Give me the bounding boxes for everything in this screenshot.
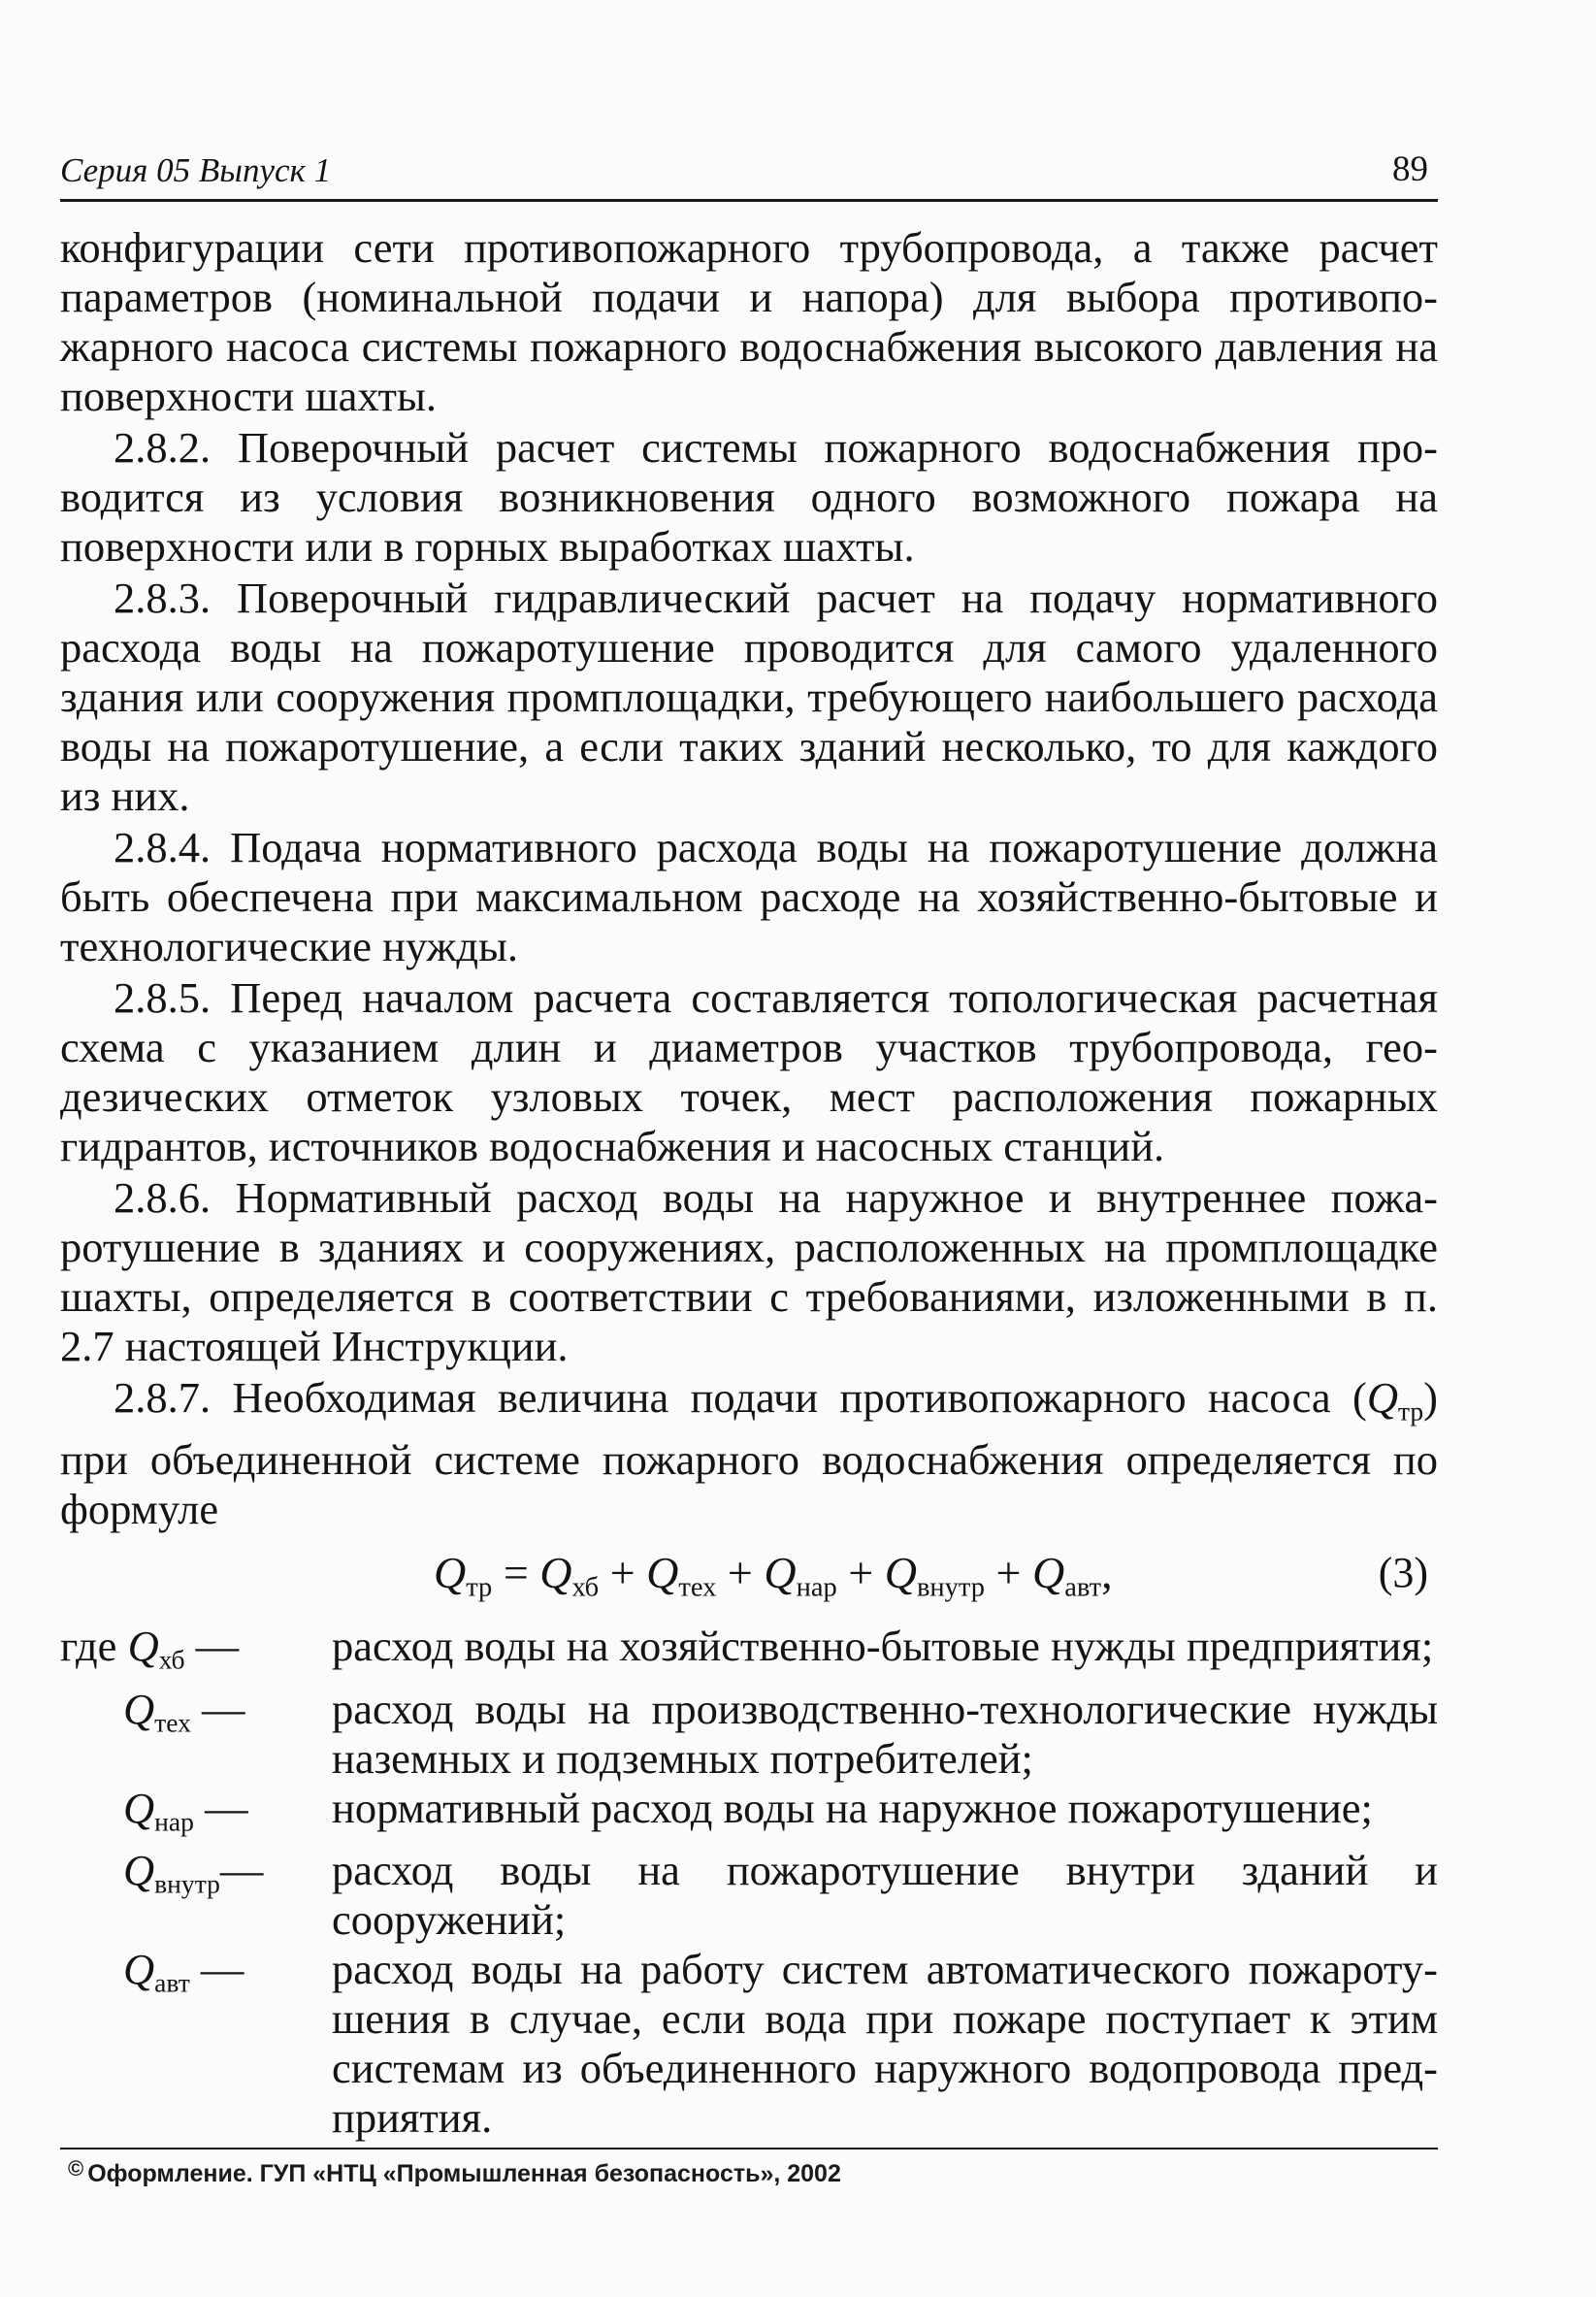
formula-op: + [985,1548,1032,1598]
formula-op: + [599,1548,647,1598]
formula-term-subscript: хб [571,1572,600,1603]
footer-text: Оформление. ГУП «НТЦ «Промышленная безопасность», 2002 [87,2160,841,2187]
paragraph-2-8-7 [60,1373,1438,1534]
definition-term [60,1685,332,1784]
para-start: 2.8.7. Необходимая величина подачи противопожарного насоса ( [114,1373,1367,1422]
formula-expression [434,1548,1113,1613]
formula-term-subscript: внутр [916,1572,986,1603]
formula-3 [60,1542,1438,1618]
definition-q: Q [123,1684,155,1733]
definition-row [60,1784,1438,1846]
definition-term [60,1784,332,1846]
formula-term-q: Q [884,1548,917,1598]
definition-term [60,1945,332,2143]
definition-text: расход воды на хозяйственно-бытовые нужды предприятия; [332,1622,1434,1671]
definition-row [60,1945,1438,2143]
formula-lhs: Q [434,1548,467,1598]
formula-op: + [836,1548,885,1598]
variable-q: Q [1366,1373,1398,1422]
page-body [60,223,1438,2143]
formula-term-q: Q [539,1548,572,1598]
para-end: ) при объединенной системе пожарного водоснабжения определяется по формуле [60,1373,1438,1534]
series-title: Серия 05 Выпуск 1 [60,151,332,189]
definition-dash: — [219,1845,264,1894]
definition-subscript: внутр [154,1868,220,1899]
definition-text: нормативный расход воды на наружное пожаротушение; [332,1783,1373,1832]
variable-subscript: тр [1397,1395,1424,1427]
paragraph-2-8-2: 2.8.2. Поверочный расчет системы пожарного водоснабжения проводится из условия возникновения одного возможного пожара на поверхности или в горных выработках шахты. [60,423,1438,571]
definition-text: расход воды на пожаротушение внутри зданий и сооружений; [332,1845,1438,1944]
copyright-symbol: © [68,2156,84,2181]
formula-op: = [492,1548,540,1598]
header-divider [60,199,1438,202]
definition-row [60,1685,1438,1784]
definition-dash: — [189,1944,244,1993]
footer-divider [60,2148,1438,2149]
definition-q: Q [123,1845,155,1894]
paragraph-2-8-3: 2.8.3. Поверочный гидравлический расчет на подачу нормативного расхода воды на пожаротушение проводится для самого удаленного здания или сооружения промплощадки, требующего наибольшего расхода воды на пожаротушение, а если таких зданий несколько, то для каждого из них. [60,574,1438,820]
page-header [60,148,1438,196]
footer [68,2156,841,2188]
definition-q: Q [127,1622,159,1671]
definition-subscript: нар [154,1805,194,1836]
formula-term-q: Q [646,1548,679,1598]
where-word: где [60,1622,128,1671]
definition-subscript: авт [154,1967,190,1998]
paragraph-2-8-4: 2.8.4. Подача нормативного расхода воды на пожаротушение должна быть обеспечена при максимальном расходе на хозяйственно-бытовые и технологические нужды. [60,823,1438,970]
formula-number: (3) [1378,1549,1428,1597]
formula-lhs-subscript: тр [466,1572,493,1603]
definition-subscript: тех [154,1706,191,1737]
definition-dash: — [193,1783,248,1832]
formula-term-q: Q [1031,1548,1065,1598]
definition-q: Q [123,1783,155,1832]
formula-op: + [716,1548,765,1598]
definition-text: расход воды на работу систем автоматического пожаротушения в случае, если вода при пожаре поступает к этим системам из объединенного наружного водопровода предприятия. [332,1944,1438,2142]
definition-row [60,1622,1438,1684]
definition-term [60,1622,332,1684]
definition-subscript: хб [158,1644,185,1675]
formula-trail: , [1101,1548,1113,1598]
definition-row [60,1846,1438,1945]
definition-dash: — [184,1622,240,1671]
page-number: 89 [1392,149,1428,189]
formula-term-q: Q [764,1548,797,1598]
formula-term-subscript: тех [678,1572,717,1603]
paragraph-continued: конфигурации сети противопожарного трубопровода, а также расчет параметров (номинальной подачи и напора) для выбора противопожарного насоса системы пожарного водоснабжения высокого давления на поверхности шахты. [60,223,1438,420]
definition-term [60,1846,332,1945]
formula-term-subscript: нар [796,1572,837,1603]
definition-dash: — [190,1684,245,1733]
definition-q: Q [123,1944,155,1993]
definition-text: расход воды на производственно-технологические нужды наземных и подземных потребителей; [332,1684,1438,1783]
paragraph-2-8-5: 2.8.5. Перед началом расчета составляется топологическая расчетная схема с указанием длин и диаметров участков трубопровода, геодезических отметок узловых точек, мест расположения пожарных гидрантов, источников водоснабжения и насосных станций. [60,973,1438,1170]
paragraph-2-8-6: 2.8.6. Нормативный расход воды на наружное и внутреннее пожаротушение в зданиях и сооружениях, расположенных на промплощадке шахты, определяется в соответствии с требованиями, изложенными в п. 2.7 настоящей Инструкции. [60,1173,1438,1370]
definitions-list [60,1622,1438,2143]
formula-term-subscript: авт [1064,1572,1102,1603]
